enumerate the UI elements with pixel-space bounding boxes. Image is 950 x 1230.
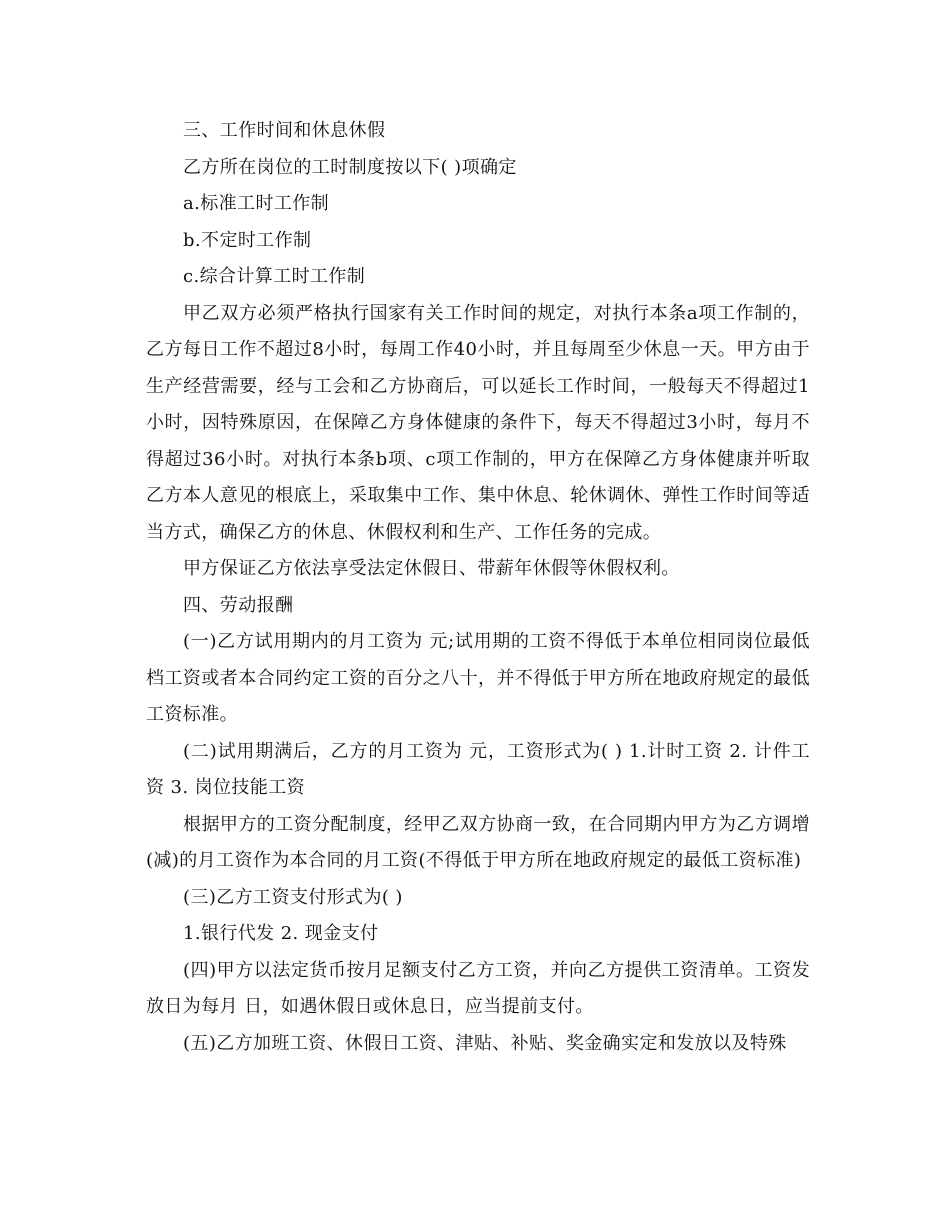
payment-options: 1.银行代发 2. 现金支付	[183, 923, 379, 944]
section-heading-remuneration: 四、劳动报酬	[183, 594, 294, 616]
work-hour-system-clause: 乙方所在岗位的工时制度按以下( )项确定	[183, 156, 517, 178]
section-heading-work-hours: 三、工作时间和休息休假	[183, 120, 386, 141]
option-a: a.标准工时工作制	[183, 193, 330, 214]
clause-4-payment-date: (四)甲方以法定货币按月足额支付乙方工资，并向乙方提供工资清单。工资发放日为每月 日，如遇休假日或休息日，应当提前支付。	[146, 959, 810, 1017]
clause-3-payment-form: (三)乙方工资支付形式为( )	[183, 886, 403, 908]
option-c: c.综合计算工时工作制	[183, 266, 366, 287]
vacation-rights-paragraph: 甲方保证乙方依法享受法定休假日、带薪年休假等休假权利。	[183, 558, 680, 579]
clause-5-overtime-pay: (五)乙方加班工资、休假日工资、津贴、补贴、奖金确实定和发放以及特殊	[183, 1032, 787, 1054]
clause-1-probation-wage: (一)乙方试用期内的月工资为 元;试用期的工资不得低于本单位相同岗位最低档工资或者本合同约定工资的百分之八十，并不得低于甲方所在地政府规定的最低工资标准。	[146, 631, 810, 725]
wage-adjustment-paragraph: 根据甲方的工资分配制度，经甲乙双方协商一致，在合同期内甲方为乙方调增(减)的月工资作为本合同的月工资(不得低于甲方所在地政府规定的最低工资标准)	[146, 813, 810, 871]
document-page	[146, 113, 810, 1062]
work-time-regulation-paragraph: 甲乙双方必须严格执行国家有关工作时间的规定，对执行本条a项工作制的，乙方每日工作不超过8小时，每周工作40小时，并且每周至少休息一天。甲方由于生产经营需要，经与工会和乙方协商后，可以延长工作时间，一般每天不得超过1小时，因特殊原因，在保障乙方身体健康的条件下，每天不得超过3小时，每月不得超过36小时。对执行本条b项、c项工作制的，甲方在保障乙方身体健康并听取乙方本人意见的根底上，采取集中工作、集中休息、轮休调休、弹性工作时间等适当方式，确保乙方的休息、休假权利和生产、工作任务的完成。	[146, 302, 810, 543]
option-b: b.不定时工作制	[183, 229, 312, 251]
clause-2-monthly-wage: (二)试用期满后，乙方的月工资为 元，工资形式为( ) 1.计时工资 2. 计件工资 3. 岗位技能工资	[146, 740, 810, 798]
